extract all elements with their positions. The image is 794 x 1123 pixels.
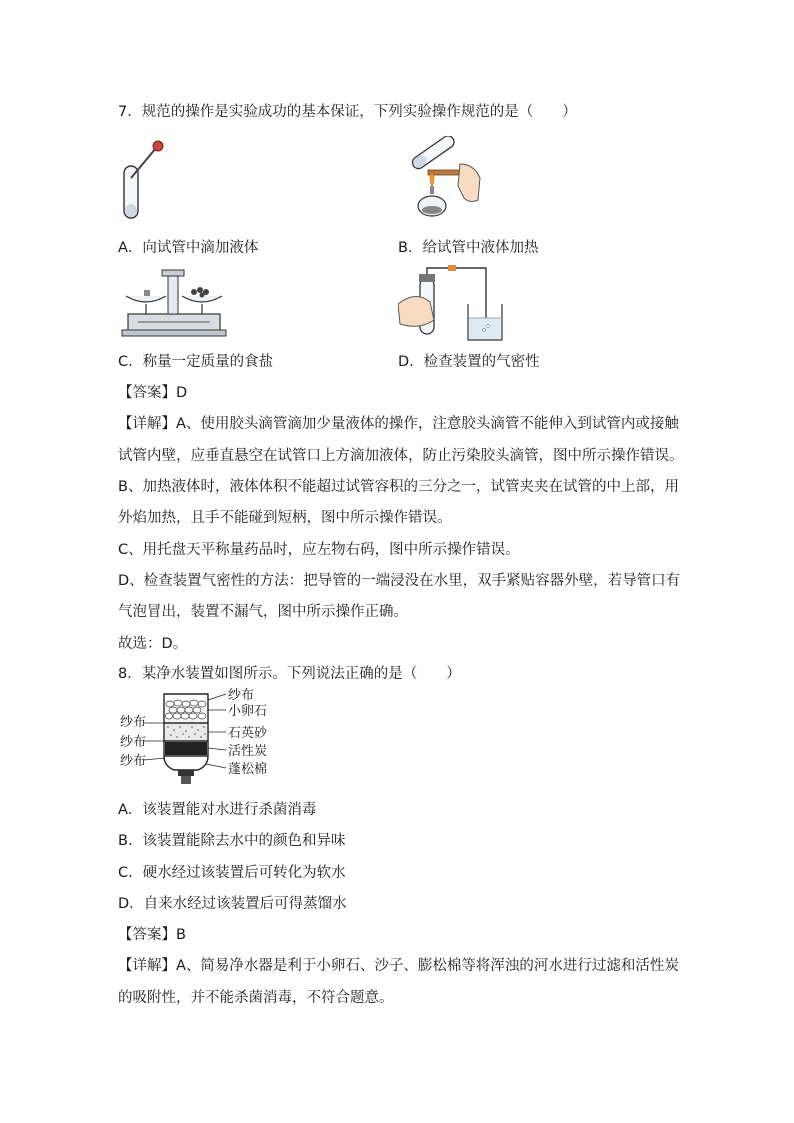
q8-answer: 【答案】B: [118, 927, 186, 943]
q7-explanation-line: C、用托盘天平称量药品时，应左物右码，图中所示操作错误。: [118, 542, 520, 558]
q8-option-a: A．该装置能对水进行杀菌消毒: [118, 802, 317, 818]
purifier-label-quartz-sand: 石英砂: [228, 726, 268, 741]
heating-test-tube-figure: [398, 136, 488, 226]
purifier-label-gauze-left-3: 纱布: [120, 754, 147, 769]
q7-explanation-line: 试管内壁，应垂直悬空在试管口上方滴加液体，防止污染胶头滴管，图中所示操作错误。: [118, 448, 684, 464]
q8-option-d: D．自来水经过该装置后可得蒸馏水: [118, 896, 347, 912]
q8-explanation-line: 的吸附性，并不能杀菌消毒，不符合题意。: [118, 990, 394, 1006]
purifier-label-activated-carbon: 活性炭: [228, 744, 268, 759]
purifier-label-gauze-left-1: 纱布: [120, 715, 147, 730]
q8-stem: 8．某净水装置如图所示。下列说法正确的是（ ）: [118, 666, 461, 682]
balance-scale-figure: [118, 266, 230, 340]
q7-option-d: D．检查装置的气密性: [398, 354, 540, 370]
purifier-label-gauze-left-2: 纱布: [120, 735, 147, 750]
q7-answer: 【答案】D: [118, 385, 188, 401]
q7-explanation-line: 故选：D。: [118, 636, 188, 652]
q7-explanation-line: 外焰加热，且手不能碰到短柄，图中所示操作错误。: [118, 510, 452, 526]
purifier-label-gauze-top: 纱布: [228, 688, 255, 703]
q8-option-c: C．硬水经过该装置后可转化为软水: [118, 865, 346, 881]
q8-option-b: B．该装置能除去水中的颜色和异味: [118, 833, 346, 849]
purifier-label-cotton: 蓬松棉: [228, 762, 268, 777]
q7-option-a: A．向试管中滴加液体: [118, 240, 259, 256]
q7-explanation-line: B、加热液体时，液体体积不能超过试管容积的三分之一，试管夹夹在试管的中上部，用: [118, 479, 679, 495]
q7-option-b: B．给试管中液体加热: [398, 240, 539, 256]
purifier-label-pebbles: 小卵石: [228, 704, 268, 719]
dropper-test-tube-figure: [118, 138, 168, 222]
airtightness-check-figure: [398, 264, 508, 344]
q7-stem: 7．规范的操作是实验成功的基本保证，下列实验操作规范的是（ ）: [118, 104, 577, 120]
q7-explanation-line: D、检查装置气密性的方法：把导管的一端浸没在水里，双手紧贴容器外壁，若导管口有: [118, 573, 681, 589]
q7-explanation-line: 【详解】A、使用胶头滴管滴加少量液体的操作，注意胶头滴管不能伸入到试管内或接触: [118, 416, 679, 432]
q8-explanation-line: 【详解】A、简易净水器是利于小卵石、沙子、膨松棉等将浑浊的河水进行过滤和活性炭: [118, 958, 679, 974]
q7-explanation-line: 气泡冒出，装置不漏气，图中所示操作正确。: [118, 604, 408, 620]
q7-option-c: C．称量一定质量的食盐: [118, 354, 274, 370]
